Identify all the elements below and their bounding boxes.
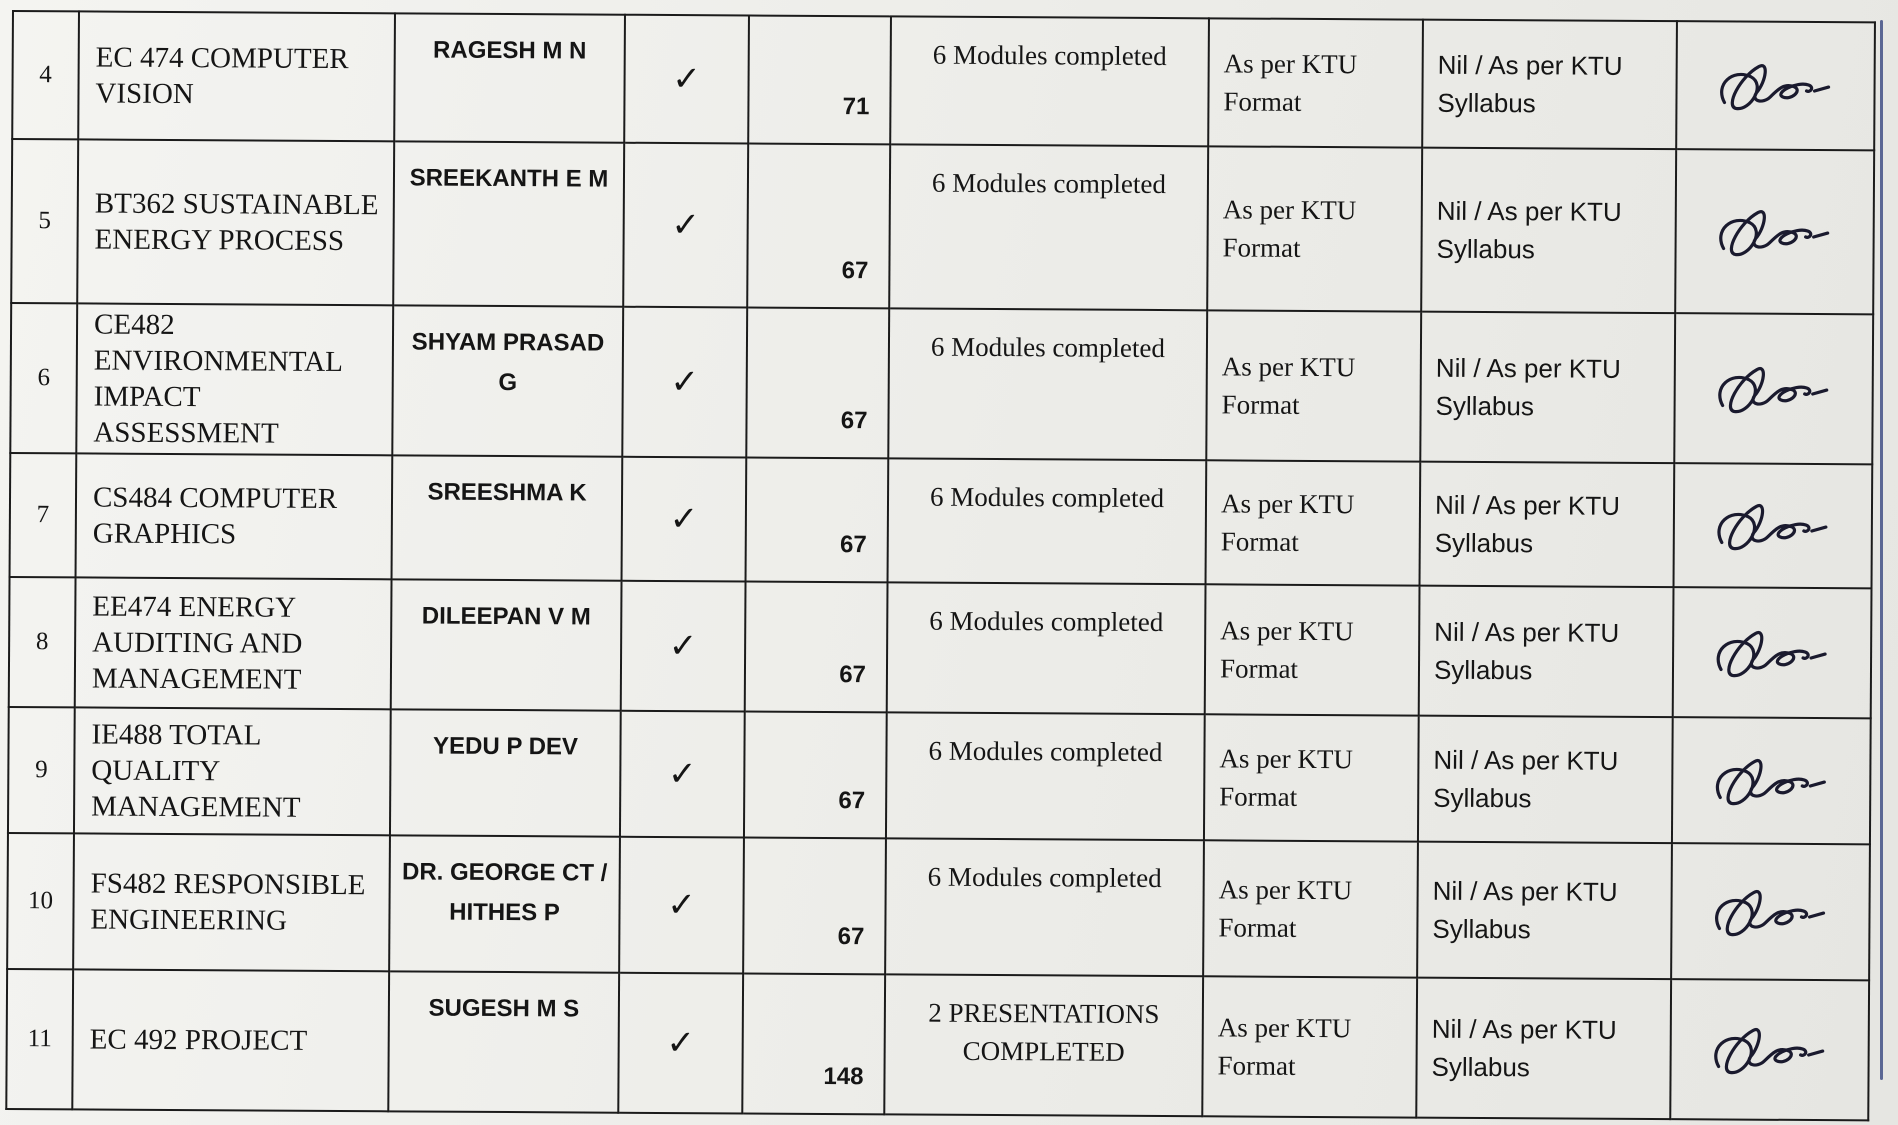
course-name: IE488 TOTAL QUALITY MANAGEMENT [74, 707, 391, 835]
portion-status: 6 Modules completed [887, 582, 1206, 714]
signature-icon [1704, 1004, 1835, 1095]
evaluation-method: As per KTU Format [1202, 976, 1417, 1117]
evaluation-method: As per KTU Format [1204, 714, 1419, 841]
serial-number: 7 [10, 453, 77, 577]
teacher-name: SREEKANTH E M [393, 141, 624, 306]
course-status-table [5, 10, 1876, 1121]
course-log-sheet [5, 10, 1874, 1119]
remarks: Nil / As per KTU Syllabus [1416, 978, 1671, 1120]
portion-status: 2 PRESENTATIONS COMPLETED [884, 974, 1203, 1116]
evaluation-method: As per KTU Format [1206, 310, 1421, 461]
signature-cell [1671, 843, 1870, 980]
signature-cell [1676, 21, 1875, 150]
remarks: Nil / As per KTU Syllabus [1417, 842, 1672, 980]
check-mark-icon: ✓ [618, 973, 743, 1114]
table-row [11, 139, 1874, 314]
signature-icon [1708, 480, 1839, 571]
check-mark-icon: ✓ [623, 143, 748, 308]
check-mark-icon: ✓ [622, 307, 747, 458]
table-row [12, 11, 1875, 150]
signature-icon [1710, 40, 1841, 131]
signature-cell [1673, 587, 1872, 718]
portion-status: 6 Modules completed [888, 458, 1207, 584]
serial-number: 10 [7, 833, 74, 969]
portion-status: 6 Modules completed [885, 838, 1204, 976]
remarks: Nil / As per KTU Syllabus [1421, 148, 1676, 314]
remarks: Nil / As per KTU Syllabus [1422, 20, 1677, 150]
course-name: EC 492 PROJECT [72, 969, 389, 1111]
signature-icon [1709, 186, 1840, 277]
hours-count: 67 [746, 457, 889, 582]
remarks: Nil / As per KTU Syllabus [1420, 462, 1675, 588]
serial-number: 8 [9, 577, 76, 707]
portion-status: 6 Modules completed [889, 144, 1208, 310]
teacher-name: SUGESH M S [388, 971, 619, 1112]
portion-status: 6 Modules completed [888, 308, 1207, 460]
table-row [7, 833, 1870, 980]
teacher-name: DILEEPAN V M [391, 579, 622, 710]
portion-status: 6 Modules completed [886, 712, 1205, 840]
course-name: CE482 ENVIRONMENTAL IMPACT ASSESSMENT [76, 303, 393, 455]
hours-count: 67 [744, 711, 887, 838]
signature-icon [1707, 607, 1838, 698]
remarks: Nil / As per KTU Syllabus [1418, 716, 1673, 844]
table-row [9, 577, 1872, 718]
course-name: EC 474 COMPUTER VISION [78, 11, 395, 141]
serial-number: 9 [8, 707, 75, 833]
table-row [6, 969, 1869, 1120]
check-mark-icon: ✓ [621, 581, 746, 712]
course-name: FS482 RESPONSIBLE ENGINEERING [73, 833, 390, 971]
check-mark-icon: ✓ [622, 457, 747, 582]
teacher-name: YEDU P DEV [390, 709, 621, 836]
serial-number: 4 [12, 11, 79, 139]
course-name: CS484 COMPUTER GRAPHICS [76, 453, 393, 579]
evaluation-method: As per KTU Format [1208, 18, 1423, 147]
check-mark-icon: ✓ [624, 15, 749, 144]
remarks: Nil / As per KTU Syllabus [1420, 312, 1675, 464]
hours-count: 67 [745, 581, 888, 712]
margin-pen-line [1880, 20, 1883, 1080]
signature-cell [1670, 979, 1869, 1120]
signature-icon [1708, 343, 1839, 434]
hours-count: 67 [746, 307, 889, 458]
teacher-name: RAGESH M N [394, 13, 625, 142]
serial-number: 5 [11, 139, 78, 303]
check-mark-icon: ✓ [620, 711, 745, 838]
evaluation-method: As per KTU Format [1207, 146, 1422, 311]
evaluation-method: As per KTU Format [1206, 460, 1421, 585]
course-name: BT362 SUSTAINABLE ENERGY PROCESS [77, 139, 394, 305]
hours-count: 148 [742, 973, 885, 1114]
hours-count: 67 [747, 143, 890, 308]
serial-number: 11 [6, 969, 73, 1109]
table-row [10, 303, 1873, 464]
hours-count: 67 [743, 837, 886, 974]
signature-cell [1672, 717, 1871, 844]
course-name: EE474 ENERGY AUDITING AND MANAGEMENT [75, 577, 392, 709]
evaluation-method: As per KTU Format [1203, 840, 1418, 977]
signature-cell [1675, 149, 1874, 314]
teacher-name: SHYAM PRASAD G [392, 305, 623, 456]
check-mark-icon: ✓ [619, 837, 744, 974]
teacher-name: SREESHMA K [392, 455, 623, 580]
serial-number: 6 [10, 303, 77, 453]
portion-status: 6 Modules completed [890, 16, 1209, 146]
signature-icon [1706, 735, 1837, 826]
hours-count: 71 [748, 16, 891, 145]
evaluation-method: As per KTU Format [1205, 584, 1420, 715]
signature-cell [1674, 313, 1873, 464]
teacher-name: DR. GEORGE CT / HITHES P [389, 835, 620, 972]
signature-cell [1674, 463, 1873, 588]
remarks: Nil / As per KTU Syllabus [1419, 586, 1674, 718]
signature-icon [1705, 866, 1836, 957]
table-row [10, 453, 1873, 588]
table-row [8, 707, 1871, 844]
